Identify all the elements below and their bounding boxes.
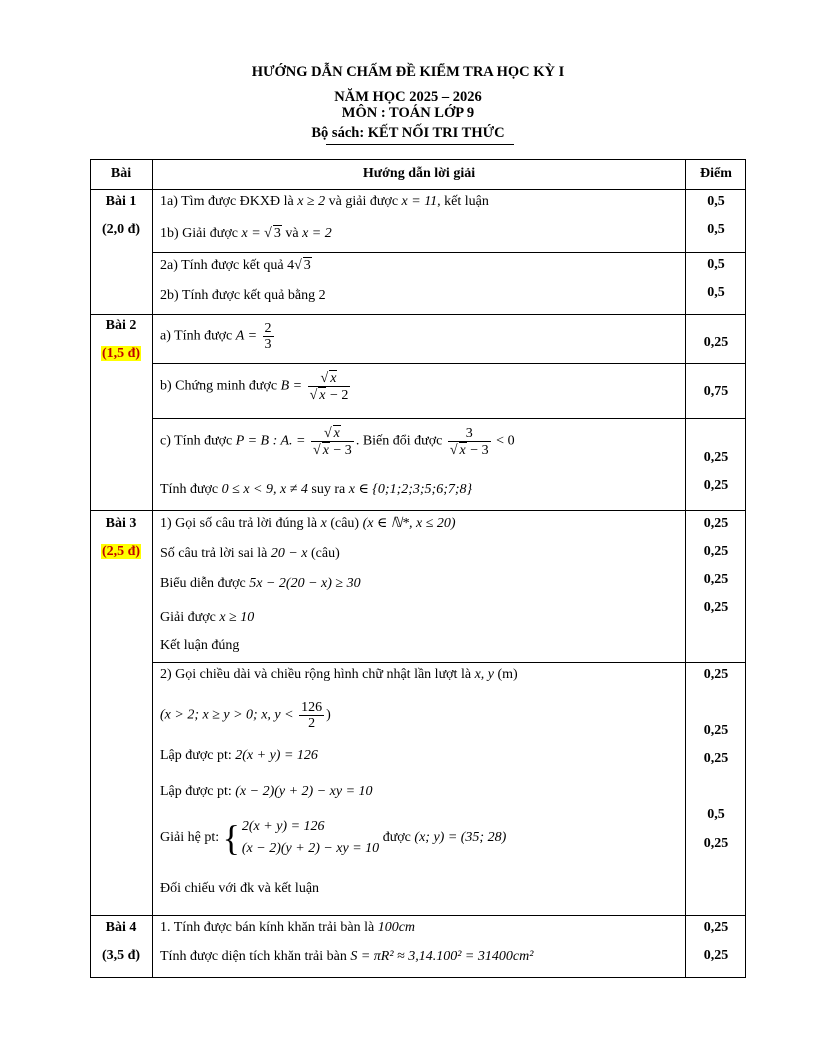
bai1-score-2a: 0,5 [707, 257, 725, 272]
bai3-total-highlight: (2,5 đ) [101, 544, 141, 559]
bai3-2-score-5: 0,25 [703, 836, 729, 851]
bai2-score-a: 0,25 [703, 335, 729, 350]
bai3-1-line3: Biểu diễn được 5x − 2(20 − x) ≥ 30 [160, 576, 361, 591]
doc-title: HƯỚNG DẪN CHẤM ĐỀ KIỂM TRA HỌC KỲ I [251, 64, 565, 80]
bai3-label: Bài 3 [105, 516, 137, 531]
bai1-score-1a: 0,5 [707, 194, 725, 209]
bai2-score-c: 0,25 [703, 450, 729, 465]
row-divider-bai2-c [152, 418, 746, 419]
bai3-1-line5: Kết luận đúng [160, 638, 240, 653]
row-divider-bai3-2 [152, 662, 746, 663]
bai1-total: (2,0 đ) [101, 222, 141, 237]
title-underline [326, 144, 514, 145]
bai3-1-line4: Giải được x ≥ 10 [160, 610, 255, 625]
bai1-score-1b: 0,5 [707, 222, 725, 237]
bai2-total-highlight: (1,5 đ) [101, 346, 141, 361]
bai4-score-1: 0,25 [703, 920, 729, 935]
bai4-line1: 1. Tính được bán kính khăn trải bàn là 100cm [160, 920, 416, 935]
col-header-huong-dan: Hướng dẫn lời giải [362, 166, 476, 181]
bai2-b: b) Chứng minh được B = $\frac{√ x}{√ x - 2}$ [160, 371, 349, 403]
row-divider-bai4 [90, 915, 746, 916]
bai3-1-score-2: 0,25 [703, 544, 729, 559]
row-divider-bai1-inner [152, 252, 746, 253]
book-series: Bộ sách: KẾT NỐI TRI THỨC [311, 125, 505, 141]
bai3-2-line3: Lập được pt: 2(x + y) = 126 [160, 748, 318, 763]
bai3-2-score-4: 0,5 [707, 807, 725, 822]
bai2-total [90, 346, 152, 362]
row-divider-bai2 [90, 314, 746, 315]
bai1-1a: 1a) Tìm được ĐKXĐ là x ≥ 2 và giải được x = 11, kết luận [160, 194, 489, 209]
row-divider-header [90, 189, 746, 190]
table-border-bottom [90, 977, 746, 978]
bai2-c: c) Tính được P = B : A. = $\frac{√ x}{√ x - 3}$ . Biến đổi được $\frac{3}{√ x - 3}$ < 0 [160, 425, 515, 458]
bai3-2-line2: (x > 2; x ≥ y > 0; x, y < $\frac{126}{2}$ ) [160, 700, 331, 731]
bai3-2-line5: Giải hệ pt: { 2(x + y) = 126 (x − 2)(y + 2) − xy = 10 được (x; y) = (35; 28) [160, 818, 507, 858]
table-border-right [745, 159, 746, 978]
bai2-label: Bài 2 [105, 318, 137, 333]
bai3-1-score-4: 0,25 [703, 600, 729, 615]
school-year: NĂM HỌC 2025 – 2026 [334, 89, 482, 105]
bai2-a: a) Tính được A = $\frac{2}{3}$ [160, 321, 272, 352]
subject: MÔN : TOÁN LỚP 9 [341, 105, 475, 121]
bai3-2-score-2: 0,25 [703, 723, 729, 738]
bai4-line2: Tính được diện tích khăn trải bàn S = πR² ≈ 3,14.100² = 31400cm² [160, 949, 534, 964]
bai3-1-score-3: 0,25 [703, 572, 729, 587]
bai3-2-line4: Lập được pt: (x − 2)(y + 2) − xy = 10 [160, 784, 373, 799]
bai3-2-score-3: 0,25 [703, 751, 729, 766]
row-divider-bai3 [90, 510, 746, 511]
bai1-1b: 1b) Giải được x = √ 3 và x = 2 [160, 226, 332, 241]
bai3-1-line1: 1) Gọi số câu trả lời đúng là x (câu) (x ∈ ℕ*, x ≤ 20) [160, 516, 456, 531]
bai1-2a: 2a) Tính được kết quả 4√ 3 [160, 258, 311, 273]
row-divider-bai2-b [152, 363, 746, 364]
bai3-total [90, 544, 152, 560]
bai3-1-score-1: 0,25 [703, 516, 729, 531]
bai4-label: Bài 4 [105, 920, 137, 935]
bai2-score-b: 0,75 [703, 384, 729, 399]
bai4-total: (3,5 đ) [101, 948, 141, 963]
table-border-left [90, 159, 91, 978]
col-divider-2 [685, 159, 686, 978]
bai1-score-2b: 0,5 [707, 285, 725, 300]
bai4-score-2: 0,25 [703, 948, 729, 963]
bai3-2-score-1: 0,25 [703, 667, 729, 682]
bai2-d: Tính được 0 ≤ x < 9, x ≠ 4 suy ra x ∈ {0;1;2;3;5;6;7;8} [160, 482, 473, 497]
bai3-2-line6: Đối chiếu với đk và kết luận [160, 881, 320, 896]
col-header-diem: Điểm [700, 166, 732, 181]
bai1-label: Bài 1 [105, 194, 137, 209]
bai1-2b: 2b) Tính được kết quả bằng 2 [160, 288, 326, 303]
col-divider-1 [152, 159, 153, 978]
bai3-1-line2: Số câu trả lời sai là 20 − x (câu) [160, 546, 340, 561]
bai2-score-d: 0,25 [703, 478, 729, 493]
system-brace: { [222, 818, 240, 858]
bai3-2-line1: 2) Gọi chiều dài và chiều rộng hình chữ nhật lần lượt là x, y (m) [160, 667, 518, 682]
table-border-top [90, 159, 746, 160]
col-header-bai: Bài [110, 166, 132, 181]
